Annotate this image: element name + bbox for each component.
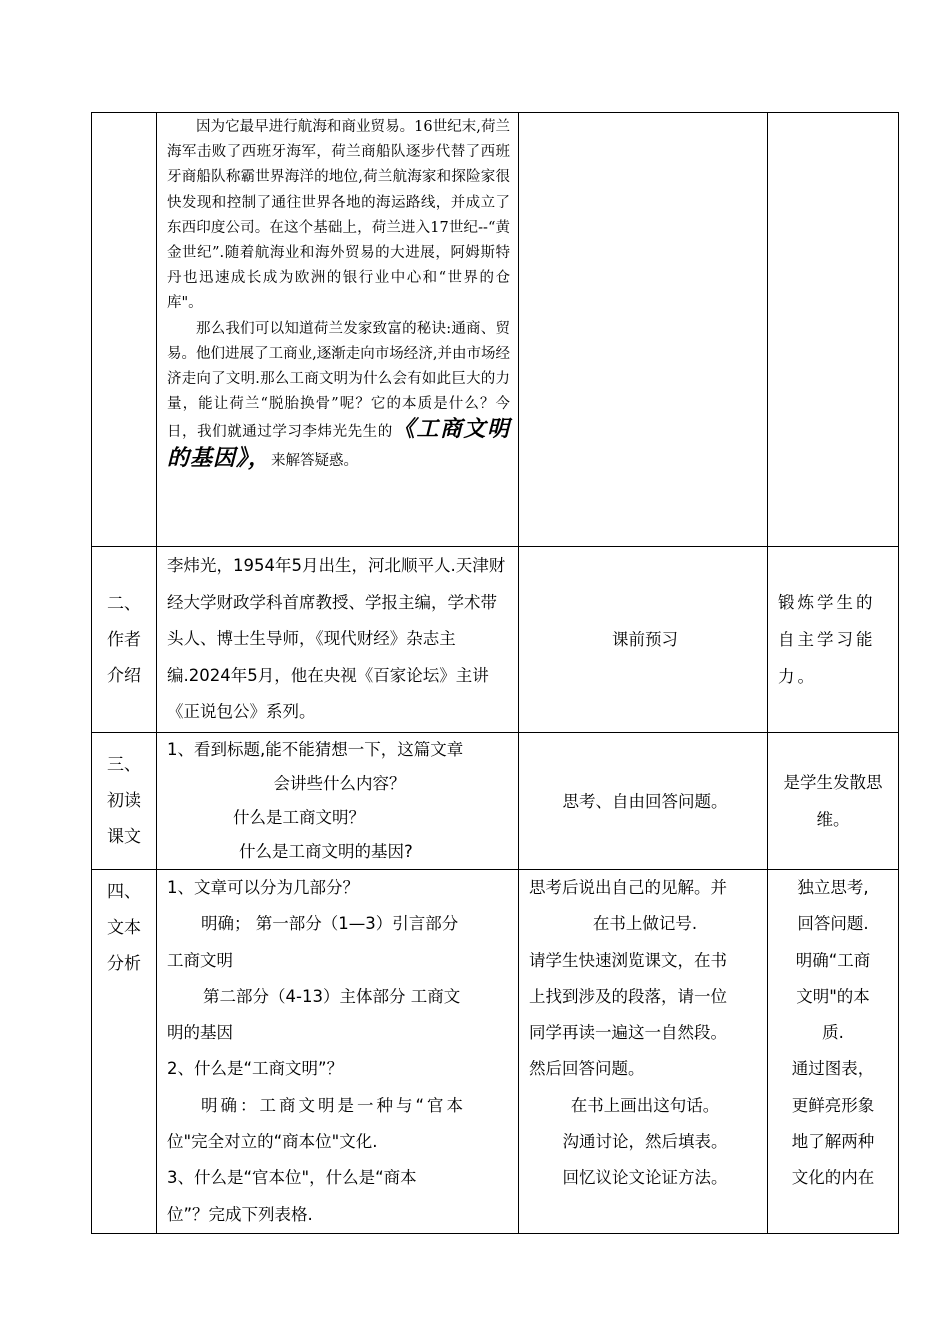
- activity-line: 上找到涉及的段落，请一位: [529, 986, 727, 1006]
- goal-line: 质.: [822, 1023, 844, 1043]
- row2-label-cell: [92, 547, 157, 733]
- intro-paragraph-2-end: 来解答疑惑。: [271, 452, 359, 469]
- analysis-line: 位"完全对立的“商本位"文化.: [167, 1132, 378, 1152]
- goal-text: 锻炼学生的自主学习能力。: [778, 593, 876, 686]
- section-label: 三、初读课文: [107, 755, 141, 847]
- activity-line: 同学再读一遍这一自然段。: [529, 1023, 727, 1043]
- activity-text: 课前预习: [612, 630, 678, 649]
- goal-line: 明确“工商: [795, 950, 871, 970]
- activity-line: 请学生快速浏览课文，在书: [529, 950, 727, 970]
- row4-goal-cell: [768, 870, 899, 1234]
- goal-line: 更鲜亮形象: [791, 1095, 875, 1115]
- activity-line: 思考后说出自己的见解。并: [529, 878, 727, 897]
- goal-line: 文明"的本: [796, 986, 870, 1006]
- author-intro: 李炜光，1954年5月出生，河北顺平人.天津财经大学财政学科首席教授、学报主编，学术带头人、博士生导师，《现代财经》杂志主编.2024年5月，他在央视《百家论坛》主讲《正说包公》系列。: [167, 556, 506, 722]
- activity-line: 回忆议论文论证方法。: [562, 1168, 728, 1188]
- analysis-line: 第二部分（4-13）主体部分 工商文: [203, 986, 461, 1006]
- row3-goal-cell: [768, 733, 899, 870]
- analysis-line: 2、什么是“工商文明”？: [167, 1059, 344, 1079]
- table-row: [92, 733, 899, 870]
- activity-text: 思考、自由回答问题。: [562, 791, 728, 811]
- row2-content-cell: [157, 547, 519, 733]
- question-line: 1、看到标题,能不能猜想一下，这篇文章: [167, 740, 464, 759]
- activity-line: 沟通讨论，然后填表。: [562, 1132, 728, 1152]
- intro-paragraph-2-text: 那么我们可以知道荷兰发家致富的秘诀:通商、贸易。他们进展了工商业,逐渐走向市场经济,并由市场经济走向了文明.那么工商文明为什么会有如此巨大的力量，能让荷兰“脱胎换骨”呢？它的本质是什么？今日，我们就通过学习李炜光先生的: [167, 320, 510, 441]
- goal-line: 回答问题.: [797, 914, 869, 934]
- analysis-line: 3、什么是“官本位"，什么是“商本: [167, 1168, 417, 1188]
- analysis-line: 明确：工商文明是一种与“官本: [201, 1095, 467, 1115]
- intro-paragraph-1: 因为它最早进行航海和商业贸易。16世纪末,荷兰海军击败了西班牙海军，荷兰商船队逐步代替了西班牙商船队称霸世界海洋的地位,荷兰航海家和探险家很快发现和控制了通往世界各地的海运路线，并成立了东西印度公司。在这个基础上，荷兰进入17世纪--“黄金世纪”.随着航海业和海外贸易的大进展，阿姆斯特丹也迅速成长成为欧洲的银行业中心和“世界的仓库"。: [167, 119, 510, 312]
- row3-label-cell: [92, 733, 157, 870]
- activity-line: 然后回答问题。: [529, 1059, 645, 1079]
- row3-content-cell: [157, 733, 519, 870]
- row4-content-cell: [157, 870, 519, 1234]
- row1-activity-cell: [519, 113, 768, 547]
- table-row: [92, 870, 899, 1234]
- row1-label-cell: [92, 113, 157, 547]
- activity-line: 在书上画出这句话。: [570, 1095, 720, 1115]
- row1-goal-cell: [768, 113, 899, 547]
- activity-line: 在书上做记号.: [592, 914, 698, 934]
- analysis-line: 明确； 第一部分（1—3）引言部分: [201, 914, 459, 934]
- goal-line: 通过图表，: [791, 1059, 875, 1079]
- analysis-line: 位”？完成下列表格.: [167, 1204, 313, 1224]
- analysis-line: 明的基因: [167, 1023, 233, 1043]
- section-label: 二、作者介绍: [107, 593, 141, 686]
- row2-activity-cell: [519, 547, 768, 733]
- table-row: [92, 113, 899, 547]
- row4-label-cell: [92, 870, 157, 1234]
- intro-paragraph-2: [167, 317, 510, 474]
- row2-goal-cell: [768, 547, 899, 733]
- goal-line: 地了解两种: [791, 1132, 875, 1152]
- analysis-line: 1、文章可以分为几部分？: [167, 878, 359, 897]
- section-label: 四、文本分析: [107, 882, 141, 974]
- book-title: 《工商文明的基因》，: [167, 416, 510, 471]
- row4-activity-cell: [519, 870, 768, 1234]
- goal-text: 是学生发散思维。: [783, 773, 883, 829]
- lesson-plan-table: [91, 112, 899, 1234]
- question-line: 什么是工商文明？: [233, 808, 365, 827]
- row1-content-cell: [157, 113, 519, 547]
- goal-line: 文化的内在: [791, 1168, 875, 1188]
- analysis-line: 工商文明: [167, 950, 233, 970]
- question-line: 什么是工商文明的基因?: [239, 842, 413, 861]
- row3-activity-cell: [519, 733, 768, 870]
- table-row: [92, 547, 899, 733]
- question-line: 会讲些什么内容？: [273, 774, 406, 793]
- goal-line: 独立思考,: [797, 878, 869, 897]
